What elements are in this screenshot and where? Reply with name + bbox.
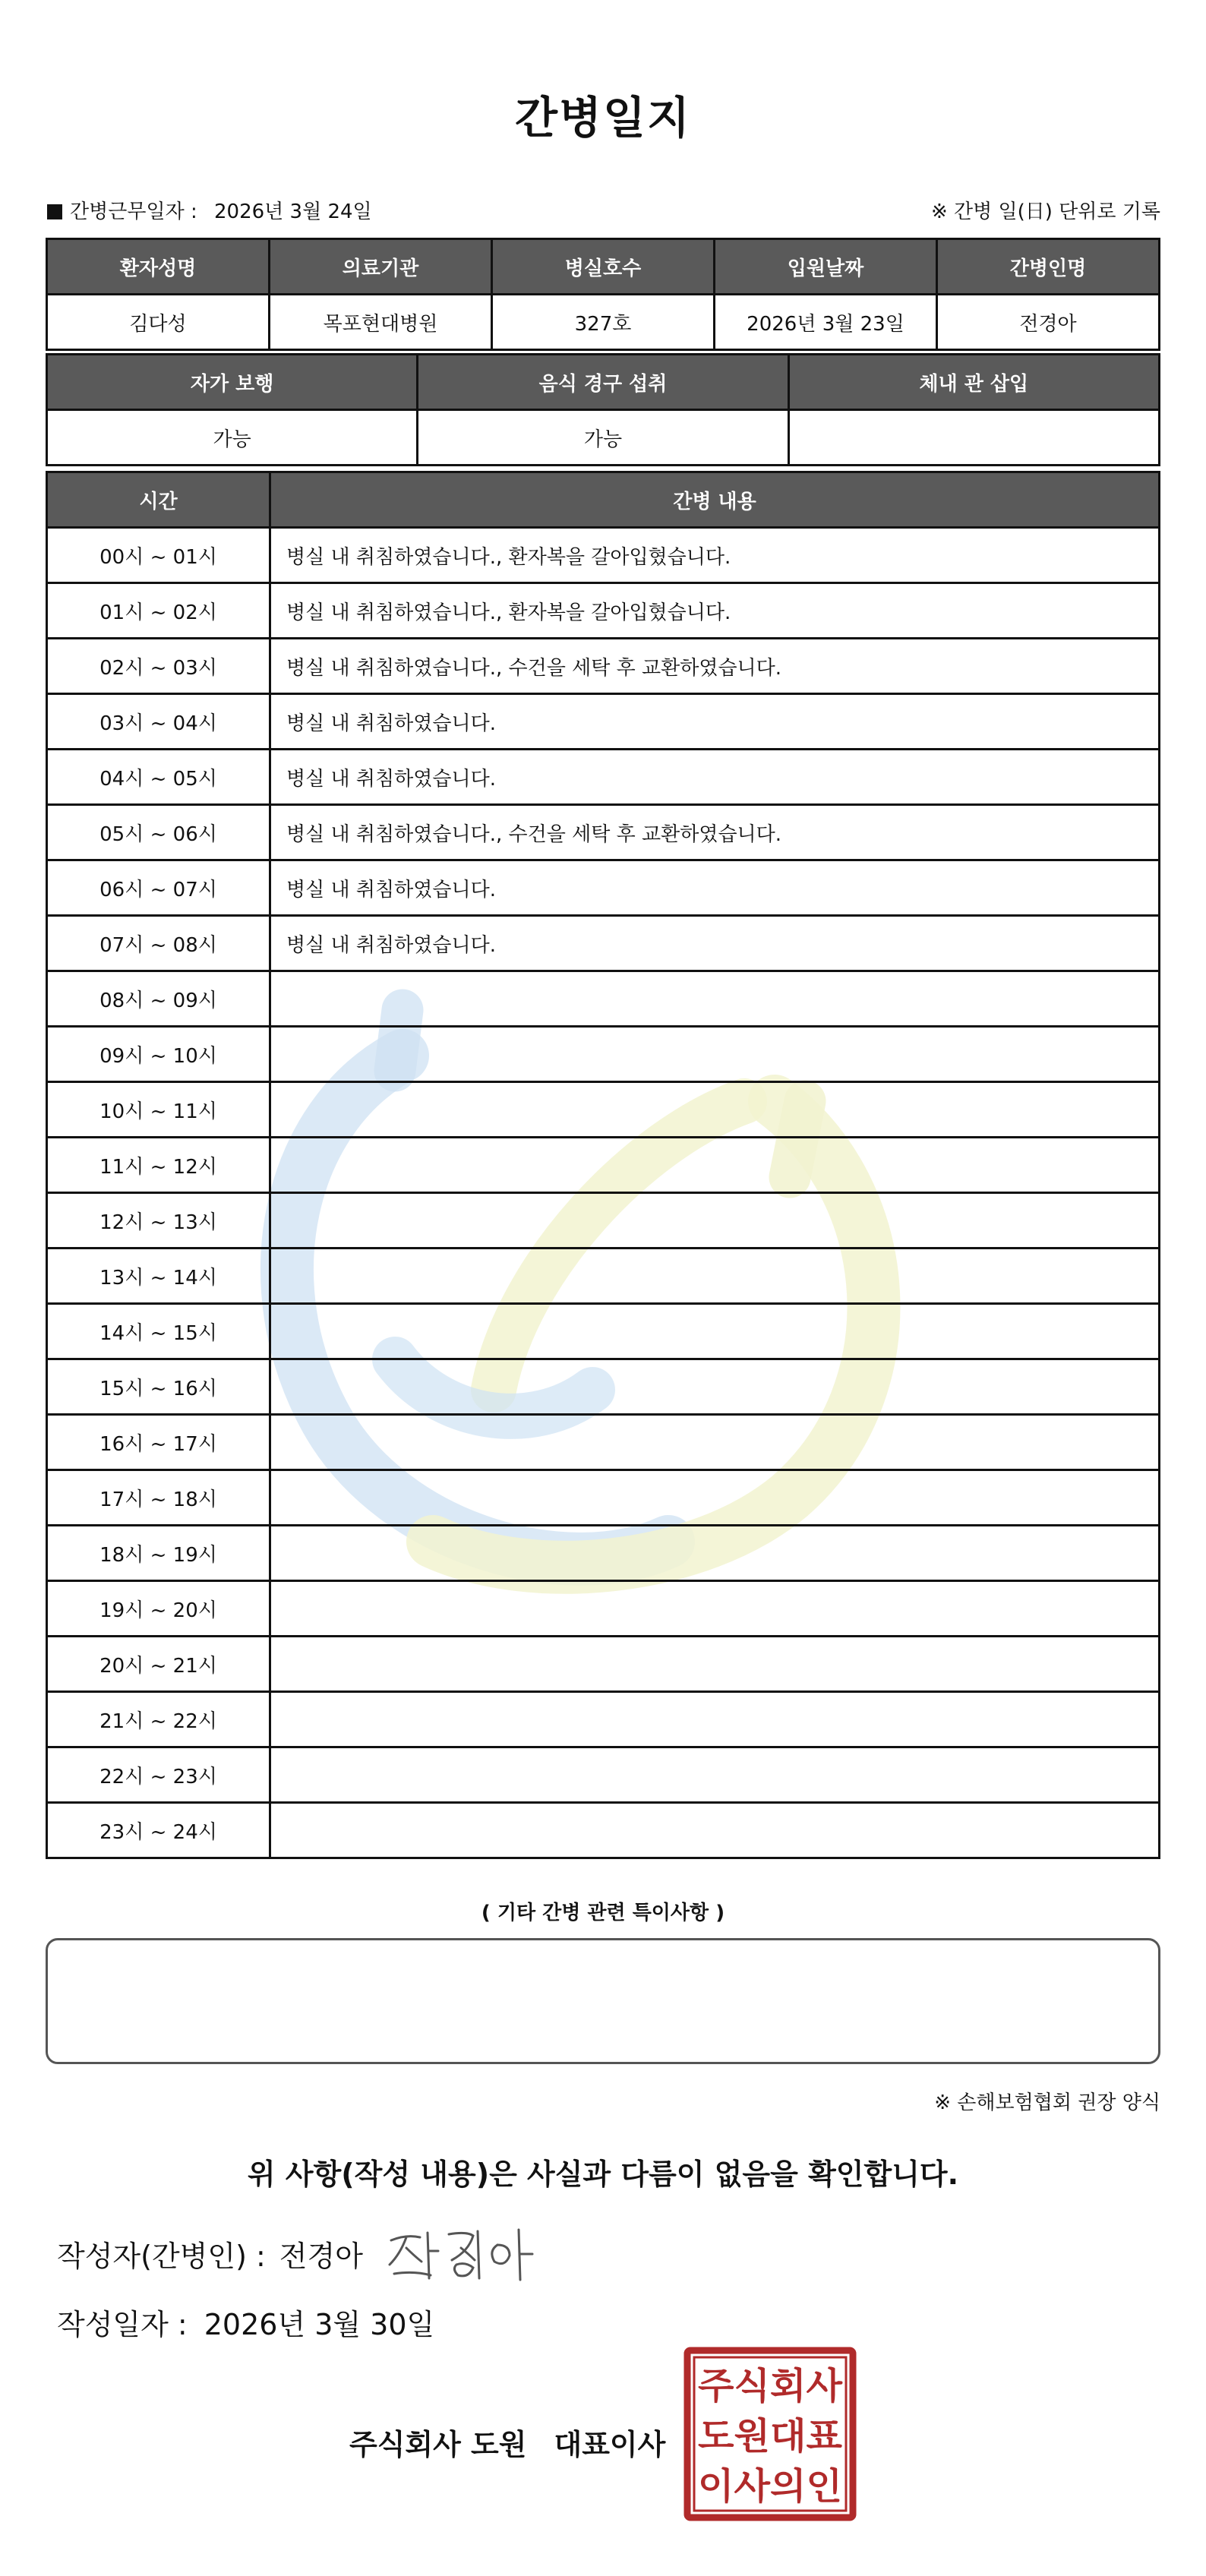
oral-intake-status: 가능 <box>418 410 788 466</box>
work-date-value: 2026년 3월 24일 <box>214 200 372 223</box>
table-row <box>47 1082 1160 1138</box>
header-room: 병실호수 <box>492 239 715 295</box>
page-title: 간병일지 <box>514 92 692 144</box>
seal-text-line: 주식회사 <box>698 2366 843 2407</box>
table-row <box>47 860 1160 916</box>
log-content <box>270 1193 1160 1249</box>
log-time: 14시 ~ 15시 <box>47 1304 270 1359</box>
log-time: 10시 ~ 11시 <box>47 1082 270 1138</box>
table-row <box>47 1692 1160 1747</box>
walking-status: 가능 <box>47 410 418 466</box>
log-time: 22시 ~ 23시 <box>47 1747 270 1803</box>
table-row <box>47 971 1160 1027</box>
written-date-value: 2026년 3월 30일 <box>204 2308 435 2341</box>
log-time: 11시 ~ 12시 <box>47 1138 270 1193</box>
patient-status-table <box>46 353 1160 466</box>
log-content <box>270 1249 1160 1304</box>
writer-line <box>57 2233 363 2275</box>
room-number: 327호 <box>492 295 715 350</box>
company-seal-stamp <box>684 2347 857 2521</box>
log-content: 병실 내 취침하였습니다., 환자복을 갈아입혔습니다. <box>270 583 1160 639</box>
table-row <box>47 916 1160 971</box>
log-time: 13시 ~ 14시 <box>47 1249 270 1304</box>
table-row <box>47 750 1160 805</box>
care-log-table <box>46 471 1160 1859</box>
log-content <box>270 1692 1160 1747</box>
log-content <box>270 1803 1160 1858</box>
work-date-label: 간병근무일자 : <box>70 200 197 223</box>
log-time: 04시 ~ 05시 <box>47 750 270 805</box>
header-tube: 체내 관 삽입 <box>788 355 1159 410</box>
table-row <box>47 1803 1160 1858</box>
seal-text-line: 도원대표 <box>698 2417 843 2457</box>
log-time: 20시 ~ 21시 <box>47 1637 270 1692</box>
company-line <box>349 2421 665 2463</box>
log-time: 15시 ~ 16시 <box>47 1359 270 1415</box>
log-time: 08시 ~ 09시 <box>47 971 270 1027</box>
log-content <box>270 1637 1160 1692</box>
log-content <box>270 1470 1160 1526</box>
log-content: 병실 내 취침하였습니다. <box>270 860 1160 916</box>
table-row <box>47 694 1160 750</box>
table-row <box>47 1027 1160 1082</box>
table-row <box>47 1470 1160 1526</box>
log-time: 18시 ~ 19시 <box>47 1526 270 1581</box>
log-content <box>270 971 1160 1027</box>
header-time: 시간 <box>47 472 270 528</box>
handwritten-signature <box>384 2218 543 2286</box>
square-bullet-icon <box>47 204 62 219</box>
log-content <box>270 1082 1160 1138</box>
log-content: 병실 내 취침하였습니다. <box>270 916 1160 971</box>
header-care-content: 간병 내용 <box>270 472 1160 528</box>
log-time: 17시 ~ 18시 <box>47 1470 270 1526</box>
log-content: 병실 내 취침하였습니다., 수건을 세탁 후 교환하였습니다. <box>270 639 1160 694</box>
company-name: 주식회사 도원 <box>349 2428 527 2461</box>
log-time: 19시 ~ 20시 <box>47 1581 270 1637</box>
log-time: 16시 ~ 17시 <box>47 1415 270 1470</box>
table-row <box>47 1581 1160 1637</box>
written-date-line <box>57 2301 434 2343</box>
log-content: 병실 내 취침하였습니다., 수건을 세탁 후 교환하였습니다. <box>270 805 1160 860</box>
table-row <box>47 1637 1160 1692</box>
header-oral-intake: 음식 경구 섭취 <box>418 355 788 410</box>
log-time: 00시 ~ 01시 <box>47 528 270 583</box>
log-time: 02시 ~ 03시 <box>47 639 270 694</box>
written-date-label: 작성일자 : <box>57 2308 188 2341</box>
header-patient-name: 환자성명 <box>47 239 270 295</box>
log-time: 09시 ~ 10시 <box>47 1027 270 1082</box>
header-admission-date: 입원날짜 <box>715 239 937 295</box>
writer-label: 작성자(간병인) : <box>57 2240 266 2273</box>
writer-name: 전경아 <box>279 2240 363 2273</box>
log-content <box>270 1138 1160 1193</box>
table-row <box>47 639 1160 694</box>
hospital-name: 목포현대병원 <box>270 295 492 350</box>
log-time: 03시 ~ 04시 <box>47 694 270 750</box>
seal-text-line: 이사의인 <box>698 2467 842 2507</box>
log-content <box>270 1359 1160 1415</box>
table-row <box>47 805 1160 860</box>
header-walking: 자가 보행 <box>47 355 418 410</box>
log-content <box>270 1027 1160 1082</box>
log-time: 21시 ~ 22시 <box>47 1692 270 1747</box>
patient-info-table <box>46 238 1160 351</box>
table-row <box>47 1138 1160 1193</box>
table-row <box>47 1249 1160 1304</box>
log-time: 07시 ~ 08시 <box>47 916 270 971</box>
table-row <box>47 1747 1160 1803</box>
log-content <box>270 1415 1160 1470</box>
log-time: 12시 ~ 13시 <box>47 1193 270 1249</box>
table-row <box>47 1526 1160 1581</box>
table-row <box>47 1359 1160 1415</box>
tube-status <box>788 410 1159 466</box>
log-time: 05시 ~ 06시 <box>47 805 270 860</box>
notes-title: ( 기타 간병 관련 특이사항 ) <box>481 1902 725 1924</box>
table-row <box>47 1415 1160 1470</box>
table-row <box>47 583 1160 639</box>
recommend-note: ※ 손해보험협회 권장 양식 <box>934 2091 1160 2114</box>
patient-name: 김다성 <box>47 295 270 350</box>
log-content <box>270 1526 1160 1581</box>
confirm-statement: 위 사항(작성 내용)은 사실과 다름이 없음을 확인합니다. <box>247 2158 959 2191</box>
log-content <box>270 1304 1160 1359</box>
admission-date: 2026년 3월 23일 <box>715 295 937 350</box>
log-time: 01시 ~ 02시 <box>47 583 270 639</box>
log-content <box>270 1747 1160 1803</box>
caregiver-name: 전경아 <box>937 295 1160 350</box>
header-hospital: 의료기관 <box>270 239 492 295</box>
table-row <box>47 1304 1160 1359</box>
log-time: 06시 ~ 07시 <box>47 860 270 916</box>
log-content: 병실 내 취침하였습니다. <box>270 750 1160 805</box>
notes-box <box>46 1938 1160 2064</box>
log-content: 병실 내 취침하였습니다. <box>270 694 1160 750</box>
log-time: 23시 ~ 24시 <box>47 1803 270 1858</box>
work-date-line <box>47 196 372 224</box>
log-content: 병실 내 취침하였습니다., 환자복을 갈아입혔습니다. <box>270 528 1160 583</box>
table-row <box>47 1193 1160 1249</box>
record-unit-note: ※ 간병 일(日) 단위로 기록 <box>930 200 1160 223</box>
header-caregiver: 간병인명 <box>937 239 1160 295</box>
ceo-label: 대표이사 <box>554 2428 666 2461</box>
log-content <box>270 1581 1160 1637</box>
table-row <box>47 528 1160 583</box>
